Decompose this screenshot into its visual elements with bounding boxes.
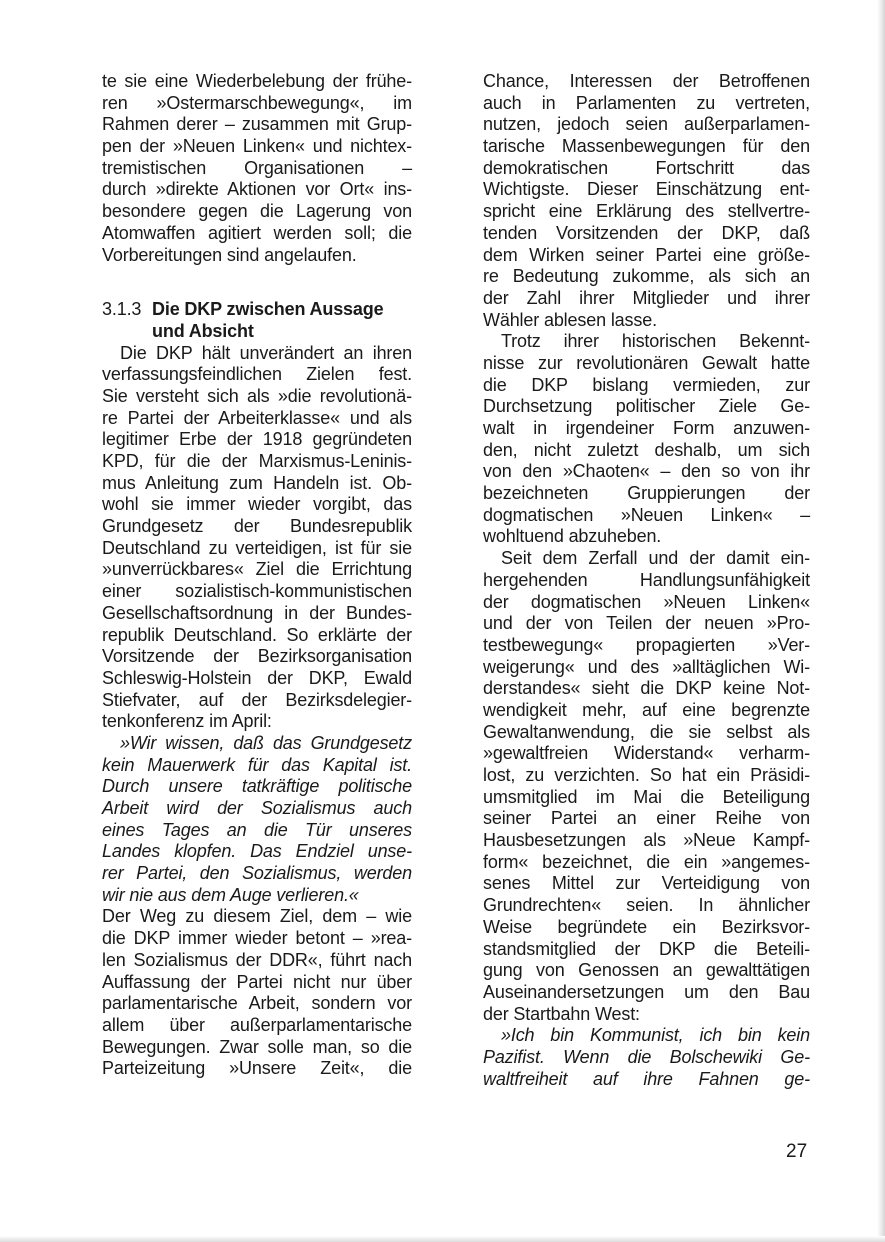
text-line: wendigkeit mehr, auf eine begrenzte xyxy=(483,699,810,720)
left-column xyxy=(102,71,412,1080)
text-line: re Partei der Arbeiterklasse« und als xyxy=(102,407,412,428)
text-line: Weise begründete ein Bezirksvor- xyxy=(483,916,810,937)
text-line: Parteizeitung »Unsere Zeit«, die xyxy=(102,1058,412,1079)
text-line: KPD, für die der Marxismus-Leninis- xyxy=(102,451,412,471)
text-line: ren »Ostermarschbewegung«, im xyxy=(102,92,412,113)
section-number: 3.1.3 xyxy=(102,299,142,320)
text-line: wir nie aus dem Auge verlieren.« xyxy=(102,884,359,905)
left-para-3 xyxy=(102,906,412,1080)
text-line: spricht eine Erklärung des stellvertre- xyxy=(483,201,810,222)
text-line: senes Mittel zur Verteidigung von xyxy=(483,873,810,894)
text-line: Sie versteht sich als »die revolutionä- xyxy=(102,385,412,406)
text-line: Vorsitzende der Bezirksorganisation xyxy=(102,646,412,667)
text-line: Pazifist. Wenn die Bolschewiki Ge- xyxy=(483,1046,810,1067)
text-line: »unverrückbares« Ziel die Errichtung xyxy=(102,559,412,580)
text-line: weigerung« und des »alltäglichen Wi- xyxy=(483,656,810,677)
text-line: form« bezeichnet, die ein »angemes- xyxy=(483,851,810,872)
right-para-1 xyxy=(483,71,810,331)
text-line: nutzen, jedoch seien außerparlamen- xyxy=(483,114,810,135)
text-line: von den »Chaoten« – den so von ihr xyxy=(483,461,810,482)
text-line: tenden Vorsitzenden der DKP, daß xyxy=(483,222,810,243)
text-line: te sie eine Wiederbelebung der frühe- xyxy=(102,71,412,91)
text-line: republik Deutschland. So erklärte der xyxy=(102,624,412,645)
text-line: und der von Teilen der neuen »Pro- xyxy=(483,613,810,634)
text-line: dem Wirken seiner Partei eine größe- xyxy=(483,244,810,265)
text-line: einer sozialistisch-kommunistischen xyxy=(102,581,412,602)
text-line: auch in Parlamenten zu vertreten, xyxy=(483,92,810,113)
text-line: pen der »Neuen Linken« und nichtex- xyxy=(102,136,412,157)
text-line: walt in irgendeiner Form anzuwen- xyxy=(483,418,810,438)
text-line: rer Partei, den Sozialismus, werden xyxy=(102,863,412,884)
text-line: der Startbahn West: xyxy=(483,1003,640,1024)
text-line: »Ich bin Kommunist, ich bin kein xyxy=(501,1025,810,1046)
text-line: kein Mauerwerk für das Kapital ist. xyxy=(102,754,412,775)
text-line: seiner Partei an einer Reihe von xyxy=(483,808,810,829)
text-line: hergehenden Handlungsunfähigkeit xyxy=(483,569,810,590)
text-line: Vorbereitungen sind angelaufen. xyxy=(102,244,357,265)
text-line: eines Tages an die Tür unseres xyxy=(102,819,412,840)
text-line: dogmatischen »Neuen Linken« – xyxy=(483,504,810,525)
text-line: re Bedeutung zukomme, als sich an xyxy=(483,266,810,287)
text-line: lost, zu verzichten. So hat ein Präsidi- xyxy=(483,765,810,785)
right-quote xyxy=(483,1025,810,1090)
text-line: Stiefvater, auf der Bezirksdelegier- xyxy=(102,689,412,710)
text-line: tenkonferenz im April: xyxy=(102,711,272,732)
text-line: Bewegungen. Zwar solle man, so die xyxy=(102,1036,412,1057)
page-number: 27 xyxy=(786,1141,808,1162)
text-line: bezeichneten Gruppierungen der xyxy=(483,483,810,504)
text-line: Seit dem Zerfall und der damit ein- xyxy=(501,548,810,569)
text-line: tremistischen Organisationen – xyxy=(102,157,412,178)
text-line: Hausbesetzungen als »Neue Kampf- xyxy=(483,830,810,851)
text-line: Chance, Interessen der Betroffenen xyxy=(483,71,810,91)
page-bottom-shadow xyxy=(0,1236,885,1242)
right-para-2 xyxy=(483,331,810,548)
text-line: der Zahl ihrer Mitglieder und ihrer xyxy=(483,287,810,308)
page-edge-shadow xyxy=(877,0,885,1242)
text-line: Schleswig-Holstein der DKP, Ewald xyxy=(102,667,412,688)
text-line: gung von Genossen an gewalttätigen xyxy=(483,960,810,981)
text-line: demokratischen Fortschritt das xyxy=(483,157,810,178)
text-line: den, nicht zuletzt deshalb, um sich xyxy=(483,439,810,460)
text-line: Grundrechten« seien. In ähnlicher xyxy=(483,895,810,916)
text-line: parlamentarische Arbeit, sondern vor xyxy=(102,993,412,1014)
text-line: Atomwaffen agitiert werden soll; die xyxy=(102,222,412,243)
text-line: waltfreiheit auf ihre Fahnen ge- xyxy=(483,1068,810,1089)
text-line: wohltuend abzuheben. xyxy=(483,526,662,547)
text-line: Arbeit wird der Sozialismus auch xyxy=(102,798,412,818)
text-line: besondere gegen die Lagerung von xyxy=(102,201,412,222)
text-line: Wähler ablesen lasse. xyxy=(483,309,657,330)
text-line: wohl sie immer wieder vorgibt, das xyxy=(102,494,412,515)
text-line: »gewaltfreien Widerstand« verharm- xyxy=(483,743,810,764)
text-line: standsmitglied der DKP die Beteili- xyxy=(483,938,810,959)
text-line: die DKP bislang vermieden, zur xyxy=(483,374,810,395)
text-line: Gesellschaftsordnung in der Bundes- xyxy=(102,602,412,623)
section-title-line-1: Die DKP zwischen Aussage xyxy=(152,299,384,320)
text-line: Trotz ihrer historischen Bekennt- xyxy=(501,331,810,352)
right-para-3 xyxy=(483,548,810,1025)
text-line: Gewaltanwendung, die sie selbst als xyxy=(483,721,810,742)
text-line: verfassungsfeindlichen Zielen fest. xyxy=(102,364,412,385)
text-line: legitimer Erbe der 1918 gegründeten xyxy=(102,429,412,450)
text-line: die DKP immer wieder betont – »rea- xyxy=(102,928,412,949)
text-line: Deutschland zu verteidigen, ist für sie xyxy=(102,537,412,558)
text-line: durch »direkte Aktionen vor Ort« ins- xyxy=(102,179,412,200)
section-title-line-2: und Absicht xyxy=(152,320,254,341)
text-line: Rahmen derer – zusammen mit Grup- xyxy=(102,114,412,135)
section-heading xyxy=(102,299,412,321)
left-para-2 xyxy=(102,343,412,733)
text-line: testbewegung« propagierten »Ver- xyxy=(483,634,810,655)
text-line: Auseinandersetzungen um den Bau xyxy=(483,981,810,1002)
left-quote xyxy=(102,733,412,907)
text-line: Durch unsere tatkräftige politische xyxy=(102,776,412,797)
text-line: Grundgesetz der Bundesrepublik xyxy=(102,516,412,537)
text-line: tarische Massenbewegungen für den xyxy=(483,136,810,157)
text-line: Die DKP hält unverändert an ihren xyxy=(120,342,412,363)
text-line: len Sozialismus der DDR«, führt nach xyxy=(102,949,412,970)
text-line: »Wir wissen, daß das Grundgesetz xyxy=(120,732,412,753)
right-column xyxy=(483,71,810,1090)
text-line: umsmitglied im Mai die Beteiligung xyxy=(483,786,810,807)
text-line: mus Anleitung zum Handeln ist. Ob- xyxy=(102,472,412,493)
section-gap xyxy=(102,266,412,299)
text-line: Der Weg zu diesem Ziel, dem – wie xyxy=(102,906,412,927)
text-line: nisse zur revolutionären Gewalt hatte xyxy=(483,352,810,373)
text-line: allem über außerparlamentarische xyxy=(102,1014,412,1035)
left-para-1 xyxy=(102,71,412,266)
text-line: Landes klopfen. Das Endziel unse- xyxy=(102,841,412,862)
text-line: Auffassung der Partei nicht nur über xyxy=(102,971,412,992)
text-line: Durchsetzung politischer Ziele Ge- xyxy=(483,396,810,417)
text-line: derstandes« sieht die DKP keine Not- xyxy=(483,678,810,699)
text-line: der dogmatischen »Neuen Linken« xyxy=(483,591,810,612)
text-line: Wichtigste. Dieser Einschätzung ent- xyxy=(483,179,810,200)
